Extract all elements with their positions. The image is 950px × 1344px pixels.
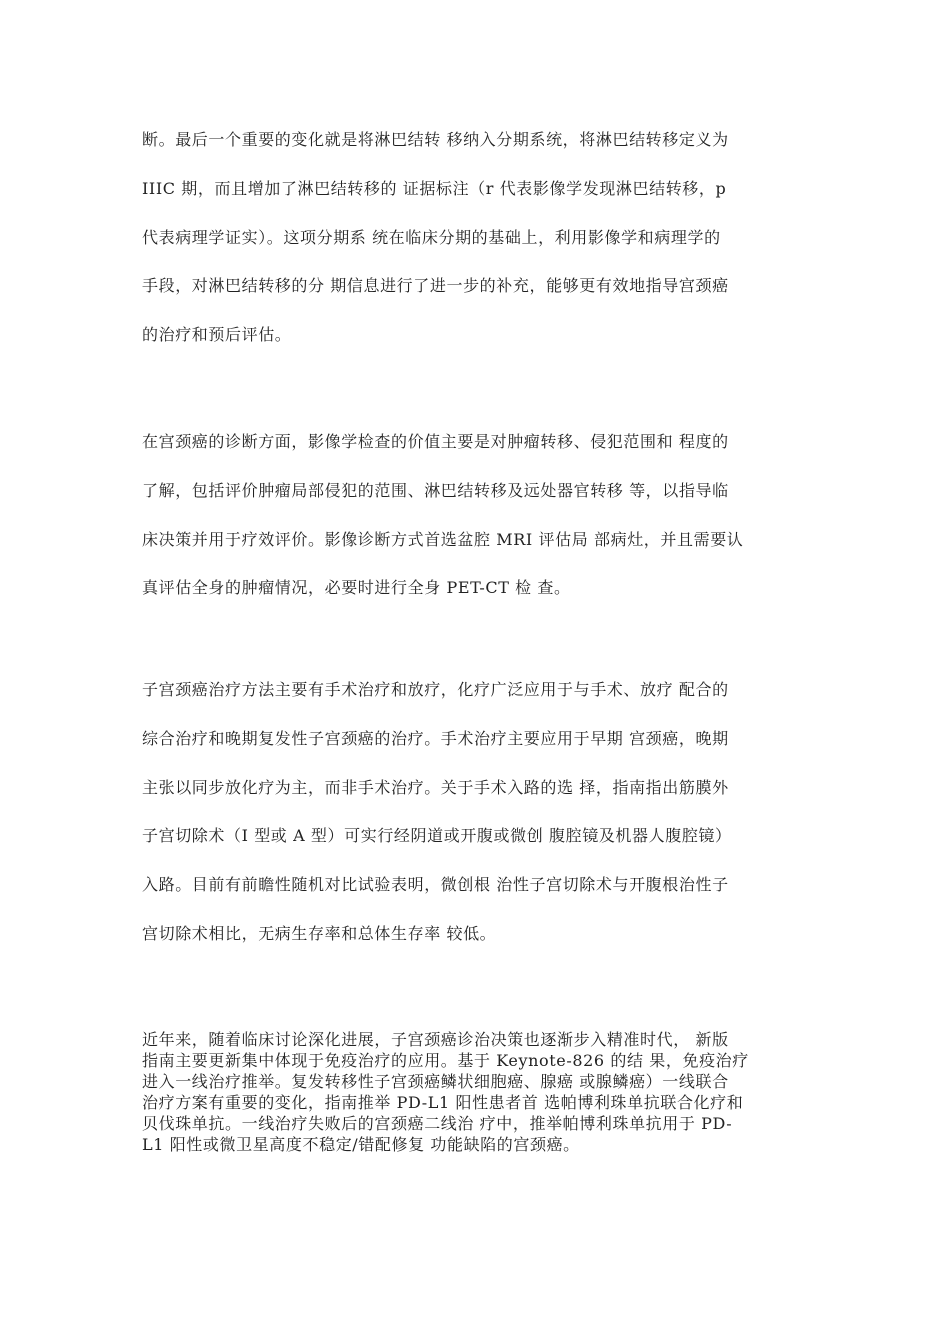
paragraph-line: 入路。目前有前瞻性随机对比试验表明，微创根 治性子宫切除术与开腹根治性子	[142, 875, 729, 895]
paragraph-line: 主张以同步放化疗为主，而非手术治疗。关于手术入路的选 择，指南指出筋膜外	[142, 777, 729, 797]
paragraph-staging-system	[142, 129, 832, 373]
paragraph-treatment-methods	[142, 679, 832, 972]
paragraph-line: 近年来，随着临床讨论深化进展，子宫颈癌诊治决策也逐渐步入精准时代， 新版	[142, 1030, 729, 1049]
paragraph-line: 了解，包括评价肿瘤局部侵犯的范围、淋巴结转移及远处器官转移 等，以指导临	[142, 480, 729, 500]
paragraph-line: L1 阳性或微卫星高度不稳定/错配修复 功能缺陷的宫颈癌。	[142, 1135, 580, 1154]
paragraph-line: 在宫颈癌的诊断方面，影像学检查的价值主要是对肿瘤转移、侵犯范围和 程度的	[142, 432, 729, 451]
paragraph-imaging-diagnosis	[142, 431, 832, 626]
paragraph-line: 进入一线治疗推举。复发转移性子宫颈癌鳞状细胞癌、腺癌 或腺鳞癌）一线联合	[142, 1072, 729, 1091]
paragraph-immunotherapy	[142, 1029, 832, 1155]
paragraph-line: 指南主要更新集中体现于免疫治疗的应用。基于 Keynote-826 的结 果，免疫治疗	[142, 1051, 749, 1070]
paragraph-line: 的治疗和预后评估。	[142, 325, 292, 345]
paragraph-line: 子宫颈癌治疗方法主要有手术治疗和放疗，化疗广泛应用于与手术、放疗 配合的	[142, 680, 729, 699]
paragraph-line: 子宫切除术（I 型或 A 型）可实行经阴道或开腹或微创 腹腔镜及机器人腹腔镜）	[142, 826, 732, 846]
paragraph-line: 治疗方案有重要的变化，指南推举 PD-L1 阳性患者首 选帕博利珠单抗联合化疗和	[142, 1093, 744, 1112]
paragraph-line: 真评估全身的肿瘤情况，必要时进行全身 PET-CT 检 查。	[142, 578, 571, 598]
paragraph-line: 贝伐珠单抗。一线治疗失败后的宫颈癌二线治 疗中，推举帕博利珠单抗用于 PD-	[142, 1114, 733, 1133]
paragraph-line: IIIC 期，而且增加了淋巴结转移的 证据标注（r 代表影像学发现淋巴结转移，p	[142, 178, 727, 198]
paragraph-line: 断。最后一个重要的变化就是将淋巴结转 移纳入分期系统，将淋巴结转移定义为	[142, 130, 729, 149]
paragraph-line: 代表病理学证实）。这项分期系 统在临床分期的基础上，利用影像学和病理学的	[142, 227, 721, 247]
paragraph-line: 床决策并用于疗效评价。影像诊断方式首选盆腔 MRI 评估局 部病灶，并且需要认	[142, 529, 744, 549]
paragraph-line: 宫切除术相比，无病生存率和总体生存率 较低。	[142, 923, 497, 943]
paragraph-line: 手段，对淋巴结转移的分 期信息进行了进一步的补充，能够更有效地指导宫颈癌	[142, 276, 729, 296]
paragraph-line: 综合治疗和晚期复发性子宫颈癌的治疗。手术治疗主要应用于早期 宫颈癌，晚期	[142, 728, 729, 748]
